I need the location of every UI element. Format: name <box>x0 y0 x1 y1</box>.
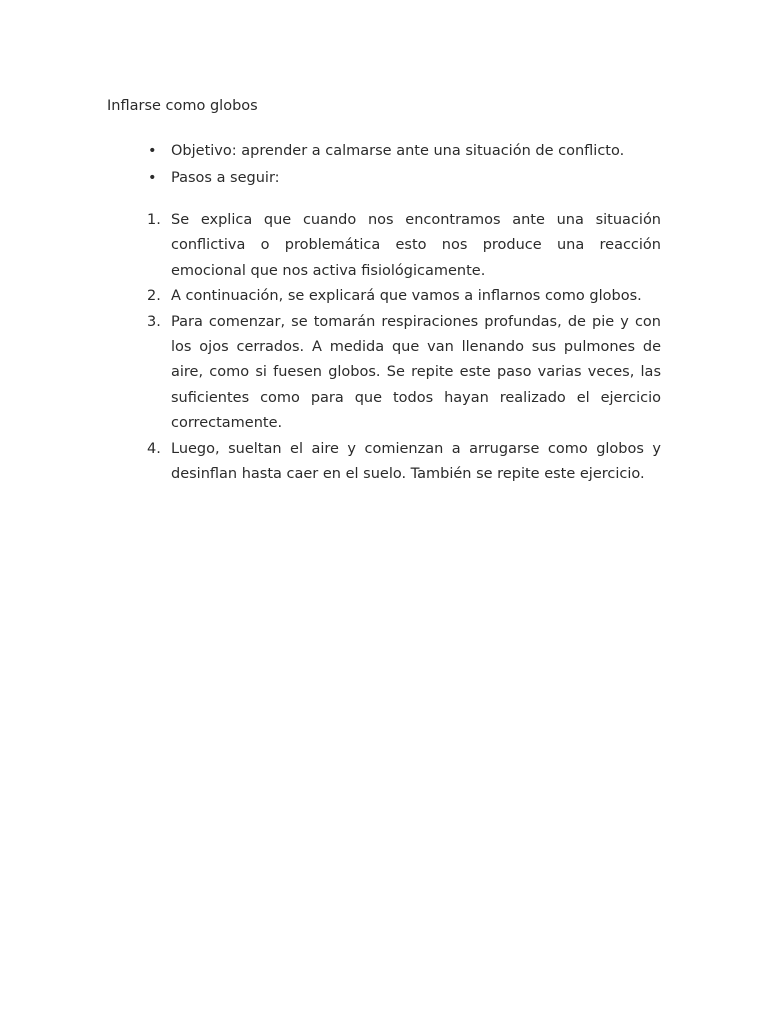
step-number: 2. <box>147 288 161 305</box>
bullet-item-objective <box>148 141 671 161</box>
step-text: Para comenzar, se tomarán respiraciones profundas, de pie y con los ojos cerrados. A medida que van llenando sus pulmones de aire, como si fuesen globos. Se repite este paso varias veces, las suficientes como para que todos hayan realizado el ejercicio correctamente. <box>171 313 661 432</box>
numbered-steps-list <box>147 208 661 487</box>
step-number: 3. <box>147 313 161 330</box>
bullet-marker: • <box>148 170 157 186</box>
step-item-2 <box>147 284 661 309</box>
bullet-text: Pasos a seguir: <box>171 170 280 186</box>
step-item-1 <box>147 208 661 284</box>
document-title: Inflarse como globos <box>107 98 258 114</box>
step-text: Se explica que cuando nos encontramos ante una situación conflictiva o problemática esto nos produce una reacción emocional que nos activa fisiológicamente. <box>171 212 661 279</box>
step-number: 1. <box>147 212 161 228</box>
step-item-4 <box>147 437 661 488</box>
step-text: A continuación, se explicará que vamos a inflarnos como globos. <box>171 288 642 305</box>
bullet-text: Objetivo: aprender a calmarse ante una situación de conflicto. <box>171 143 625 159</box>
bullet-item-steps <box>148 168 671 188</box>
step-item-3 <box>147 310 661 437</box>
step-number: 4. <box>147 440 161 457</box>
step-text: Luego, sueltan el aire y comienzan a arrugarse como globos y desinflan hasta caer en el suelo. También se repite este ejercicio. <box>171 440 661 483</box>
bullet-marker: • <box>148 143 157 159</box>
bullet-list <box>148 141 671 195</box>
